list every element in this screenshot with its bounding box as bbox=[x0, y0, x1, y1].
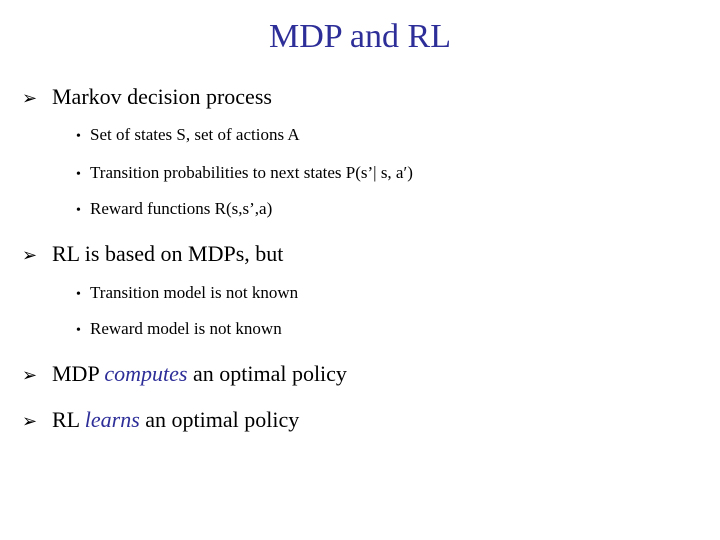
bullet-text-pre: RL bbox=[52, 407, 85, 432]
bullet-text-post: an optimal policy bbox=[187, 361, 347, 386]
sub-bullet-states-actions bbox=[76, 124, 300, 148]
emphasis-computes: computes bbox=[104, 361, 188, 386]
sub-bullet-text: Reward model is not known bbox=[90, 319, 282, 338]
bullet-markov-decision-process bbox=[22, 84, 272, 112]
sub-bullet-transition-probabilities bbox=[76, 162, 413, 186]
bullet-text-pre: MDP bbox=[52, 361, 105, 386]
bullet-rl-learns bbox=[22, 407, 299, 435]
bullet-text: Markov decision process bbox=[52, 84, 272, 109]
emphasis-learns: learns bbox=[84, 407, 140, 432]
bullet-text bbox=[52, 407, 299, 433]
sub-bullet-text: Transition probabilities to next states P(s’| s, a′) bbox=[90, 163, 413, 182]
bullet-text-post: an optimal policy bbox=[139, 407, 300, 432]
arrow-bullet-icon: ➢ bbox=[22, 88, 38, 109]
arrow-bullet-icon: ➢ bbox=[22, 365, 38, 386]
sub-bullet-text: Transition model is not known bbox=[90, 283, 299, 302]
sub-bullet-reward-functions bbox=[76, 198, 272, 222]
sub-bullet-text: Reward functions R(s,s’,a) bbox=[90, 199, 273, 218]
sub-bullet-text: Set of states S, set of actions A bbox=[90, 125, 300, 144]
dot-bullet-icon: • bbox=[76, 203, 81, 218]
bullet-mdp-computes bbox=[22, 361, 347, 389]
dot-bullet-icon: • bbox=[76, 167, 81, 182]
dot-bullet-icon: • bbox=[76, 129, 81, 144]
bullet-text: RL is based on MDPs, but bbox=[52, 241, 284, 266]
bullet-text bbox=[52, 361, 347, 387]
sub-bullet-transition-model bbox=[76, 282, 298, 306]
arrow-bullet-icon: ➢ bbox=[22, 411, 38, 432]
sub-bullet-reward-model bbox=[76, 318, 282, 342]
slide-title: MDP and RL bbox=[269, 18, 451, 55]
dot-bullet-icon: • bbox=[76, 287, 81, 302]
arrow-bullet-icon: ➢ bbox=[22, 245, 38, 266]
dot-bullet-icon: • bbox=[76, 323, 81, 338]
bullet-rl-based-on-mdps bbox=[22, 241, 283, 269]
